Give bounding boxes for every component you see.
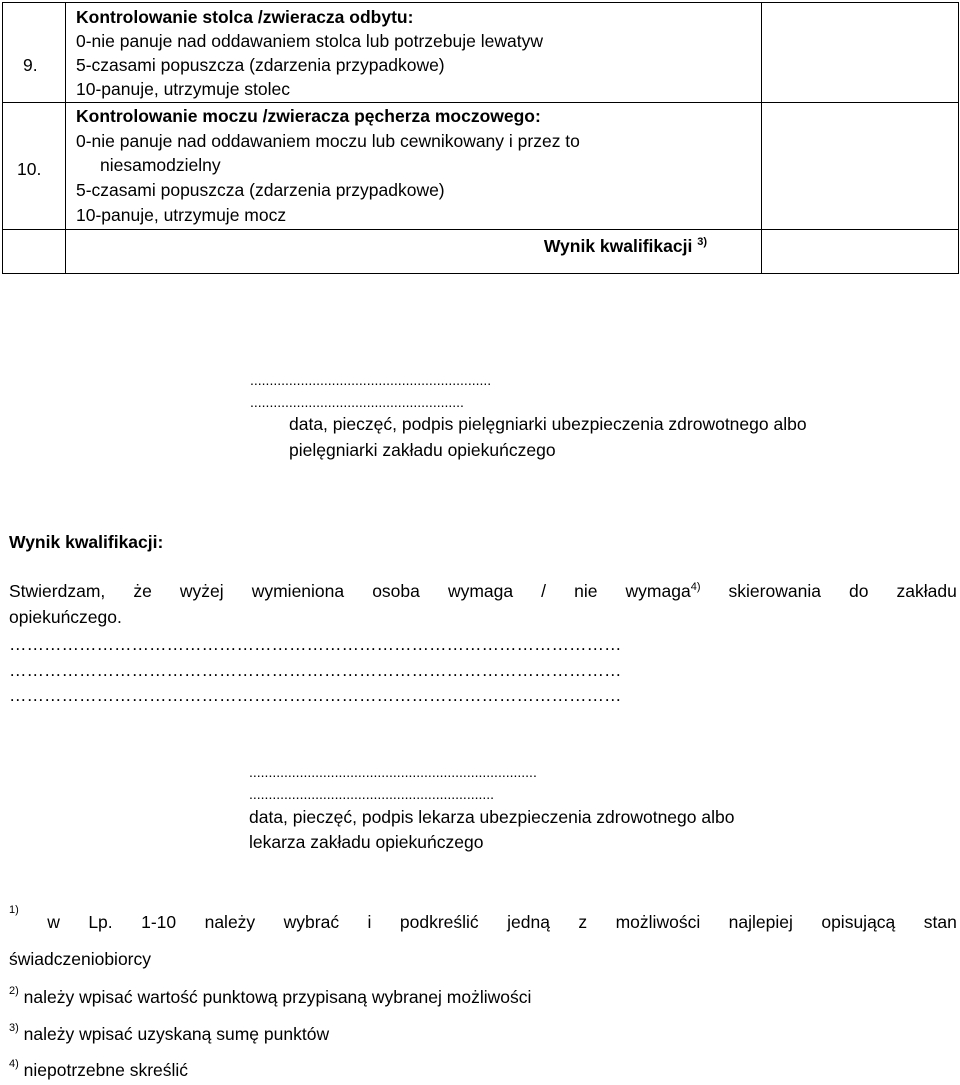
row-10-number: 10.: [17, 159, 42, 179]
nurse-signature-caption-line-2: pielęgniarki zakładu opiekuńczego: [289, 440, 556, 460]
statement-word: do: [849, 581, 869, 601]
result-score-cell[interactable]: [762, 230, 959, 274]
statement-word: wymaga: [625, 581, 691, 601]
footnote-1-word: w: [47, 912, 60, 932]
statement-word: /: [541, 581, 547, 601]
footnote-4: [9, 1058, 188, 1082]
footnote-1-mark: 1): [9, 904, 19, 916]
result-number-cell: [3, 230, 66, 274]
footnote-1-word: i: [367, 912, 372, 932]
nurse-signature-dotted-line-2: .......................................................: [250, 394, 464, 410]
footnote-2: [9, 985, 531, 1009]
row-9-title: Kontrolowanie stolca /zwieracza odbytu:: [76, 7, 414, 27]
footnote-1: [9, 904, 957, 934]
footnote-1-line-2: świadczeniobiorcy: [9, 949, 152, 969]
qualification-statement: [9, 579, 957, 603]
footnote-1-word: należy: [204, 912, 256, 932]
statement-word: skierowania: [728, 581, 821, 601]
qualification-dotted-line-1[interactable]: ……………………………………………………………………………………………: [9, 634, 622, 654]
row-10-option-0: 0-nie panuje nad oddawaniem moczu lub cewnikowany i przez to: [76, 131, 580, 151]
result-label-text: Wynik kwalifikacji: [543, 236, 693, 256]
nurse-signature-caption-line-1: data, pieczęć, podpis pielęgniarki ubezpieczenia zdrowotnego albo: [289, 414, 807, 434]
result-label: [544, 234, 707, 258]
statement-word: zakładu: [896, 581, 957, 601]
statement-word: wymieniona: [251, 581, 345, 601]
footnote-1-word: wybrać: [283, 912, 340, 932]
row-10-title: Kontrolowanie moczu /zwieracza pęcherza moczowego:: [76, 106, 541, 126]
statement-word: wyżej: [179, 581, 224, 601]
statement-word-with-note: [626, 579, 701, 603]
footnote-3-text: należy wpisać uzyskaną sumę punktów: [23, 1024, 330, 1044]
row-9-description-cell: [66, 3, 762, 103]
doctor-signature-caption-line-1: data, pieczęć, podpis lekarza ubezpieczenia zdrowotnego albo: [249, 807, 735, 827]
row-10-description-cell: [66, 103, 762, 230]
footnote-1-word: najlepiej: [728, 912, 793, 932]
qualification-dotted-line-2[interactable]: ……………………………………………………………………………………………: [9, 660, 622, 680]
doctor-signature-dotted-line-1: ..........................................................................: [249, 764, 537, 780]
doctor-signature-caption-line-2: lekarza zakładu opiekuńczego: [249, 832, 484, 852]
row-9-score-cell[interactable]: [762, 3, 959, 103]
result-label-cell: [66, 230, 762, 274]
footnote-2-text: należy wpisać wartość punktową przypisaną wybranej możliwości: [23, 987, 532, 1007]
footnote-1-word: podkreślić: [399, 912, 479, 932]
statement-word: osoba: [372, 581, 420, 601]
row-9-number: 9.: [23, 55, 38, 75]
statement-word: że: [133, 581, 152, 601]
nurse-signature-dotted-line-1: ..............................................................: [250, 372, 492, 388]
footnote-1-word: z: [578, 912, 588, 932]
row-9-option-0: 0-nie panuje nad oddawaniem stolca lub potrzebuje lewatyw: [76, 31, 543, 51]
statement-footnote-mark: 4): [690, 581, 701, 593]
footnote-1-word: opisującą: [821, 912, 896, 932]
statement-word: nie: [574, 581, 598, 601]
row-10-option-5: 5-czasami popuszcza (zdarzenia przypadkowe): [76, 180, 445, 200]
row-10-option-0-continued: niesamodzielny: [100, 155, 221, 175]
footnote-3-mark: 3): [9, 1022, 19, 1034]
statement-word: wymaga: [447, 581, 514, 601]
footnote-4-mark: 4): [9, 1058, 19, 1070]
row-10-number-cell: [3, 103, 66, 230]
row-9-number-cell: [3, 3, 66, 103]
row-9-option-5: 5-czasami popuszcza (zdarzenia przypadkowe): [76, 55, 445, 75]
footnote-1-word: stan: [923, 912, 957, 932]
row-9-option-10: 10-panuje, utrzymuje stolec: [76, 79, 290, 99]
result-footnote-mark: 3): [697, 236, 707, 248]
footnote-1-word: 1-10: [141, 912, 177, 932]
footnote-1-word: możliwości: [615, 912, 701, 932]
footnote-1-word: jedną: [507, 912, 550, 932]
assessment-table: [2, 2, 959, 274]
qualification-heading: Wynik kwalifikacji:: [9, 532, 164, 552]
footnote-4-text: niepotrzebne skreślić: [23, 1060, 189, 1080]
footnote-3: [9, 1022, 329, 1046]
doctor-signature-dotted-line-2: ...............................................................: [249, 786, 495, 802]
row-10-score-cell[interactable]: [762, 103, 959, 230]
footnote-2-mark: 2): [9, 985, 19, 997]
statement-word: Stwierdzam,: [9, 581, 106, 601]
qualification-statement-line-2: opiekuńczego.: [9, 607, 122, 627]
row-10-option-10: 10-panuje, utrzymuje mocz: [76, 205, 287, 225]
qualification-dotted-line-3[interactable]: ……………………………………………………………………………………………: [9, 685, 622, 705]
footnote-1-word: Lp.: [88, 912, 113, 932]
